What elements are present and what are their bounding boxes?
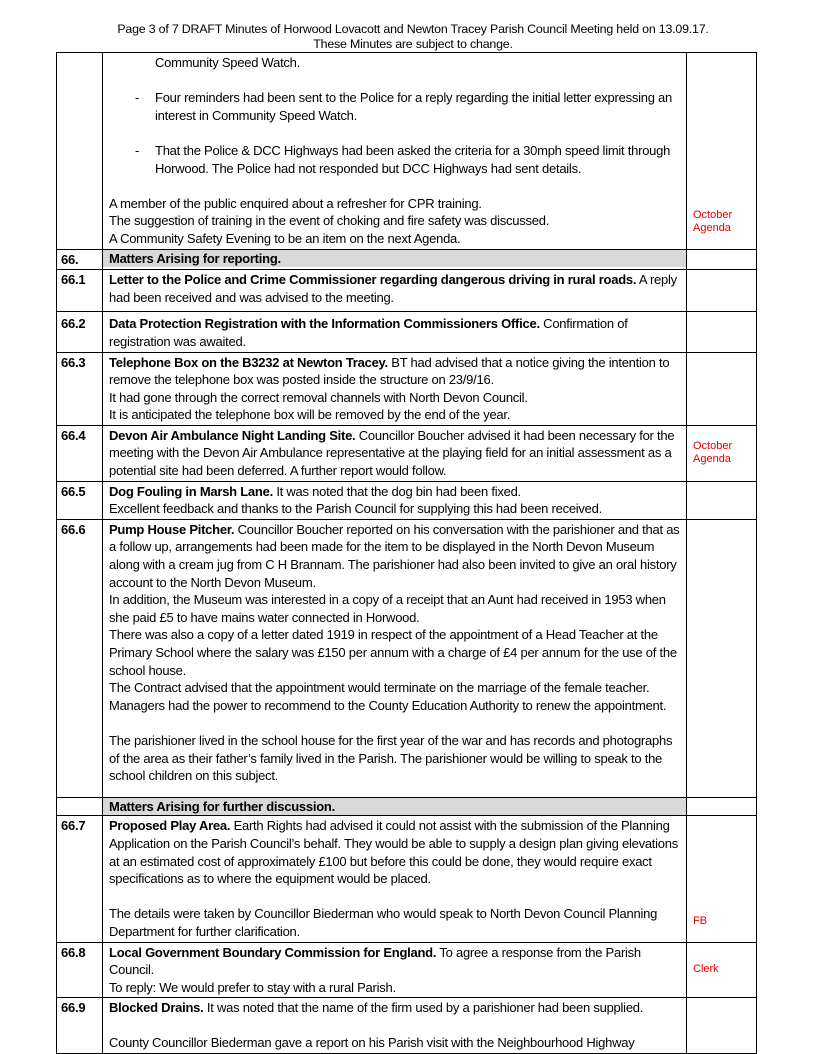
item-text: To agree a response from the Parish Council. [109,944,641,978]
item-title: Telephone Box on the B3232 at Newton Tracey. [109,354,388,370]
item-title: Local Government Boundary Commission for England. [109,944,437,960]
item-number: 66. [57,249,103,270]
item-content [103,797,687,816]
action-cell [687,797,757,816]
item-text: Councillor Boucher advised it had been necessary for the meeting with the Devon Air Ambulance representative at the playing field for an initial assessment as a potential site had been deferred. A further report would follow. [109,427,675,479]
action-cell [687,519,757,797]
page-header-line-1: Page 3 of 7 DRAFT Minutes of Horwood Lovacott and Newton Tracey Parish Council Meeting held on 13.09.17. [117,22,709,36]
table-row [57,942,757,998]
section-heading: Matters Arising for further discussion. [103,798,686,816]
item-title: Proposed Play Area. [109,818,231,834]
table-row [57,425,757,481]
item-content [103,942,687,998]
table-row [57,312,757,352]
action-cell [687,998,757,1054]
table-row [57,816,757,942]
list-item: - Four reminders had been sent to the Police for a reply regarding the initial letter expressing an interest in Community Speed Watch. [109,89,681,124]
action-cell [687,249,757,270]
continued-text: Community Speed Watch. [155,55,301,70]
section-heading: Matters Arising for reporting. [103,250,686,268]
item-number: 66.8 [57,942,103,998]
item-text: A reply had been received and was advised to the meeting. [109,272,677,305]
item-content [103,53,687,250]
paragraph: In addition, the Museum was interested in a copy of a receipt that an Aunt had received in 1953 when she paid £5 to have mains water connected in Horwood. [109,592,666,625]
item-content [103,270,687,312]
item-number: 66.5 [57,481,103,519]
action-cell [687,481,757,519]
item-number: 66.4 [57,425,103,481]
action-cell: FB [687,816,757,942]
item-title: Letter to the Police and Crime Commissioner regarding dangerous driving in rural roads. [109,272,637,288]
item-text: Confirmation of registration was awaited. [109,316,628,349]
list-item: - That the Police & DCC Highways had been asked the criteria for a 30mph speed limit through Horwood. The Police had not responded but DCC Highways had sent details. [109,142,681,177]
item-title: Devon Air Ambulance Night Landing Site. [109,427,356,443]
table-row [57,270,757,312]
item-number: 66.3 [57,352,103,425]
paragraph: Excellent feedback and thanks to the Parish Council for supplying this had been received. [109,501,603,517]
item-text: It was noted that the name of the firm used by a parishioner had been supplied. [203,1000,644,1016]
paragraph: To reply: We would prefer to stay with a rural Parish. [109,979,396,995]
item-text: Councillor Boucher reported on his conversation with the parishioner and that as a follow up, arrangements had been made for the item to be displayed in the North Devon Museum along with a cream jug from C H Brannam. The parishioner had also been invited to give an oral history account to the North Devon Museum. [109,521,680,590]
paragraph: A Community Safety Evening to be an item on the next Agenda. [109,230,461,246]
paragraph: The details were taken by Councillor Biederman who would speak to North Devon Council Planning Department for further clarification. [109,906,658,939]
item-text: BT had advised that a notice giving the intention to remove the telephone box was posted inside the structure on 23/9/16. [109,354,670,388]
table-row [57,352,757,425]
item-content [103,481,687,519]
paragraph: The Contract advised that the appointment would terminate on the marriage of the female teacher. Managers had the power to recommend to the County Education Authority to renew the appointment. [109,680,667,713]
table-row [57,519,757,797]
page-header-line-2: These Minutes are subject to change. [313,37,513,51]
bullet-list [109,89,681,177]
minutes-table [56,52,757,1054]
item-number: 66.1 [57,270,103,312]
paragraph: It had gone through the correct removal channels with North Devon Council. [109,389,528,405]
item-content [103,816,687,942]
action-cell: October Agenda [687,425,757,481]
item-text: It was noted that the dog bin had been fixed. [272,483,521,499]
item-number [57,53,103,250]
action-cell [687,312,757,352]
item-content [103,519,687,797]
item-number: 66.6 [57,519,103,797]
table-row [57,249,757,270]
action-cell: Clerk [687,942,757,998]
table-row [57,53,757,250]
action-cell [687,352,757,425]
item-text: Earth Rights had advised it could not assist with the submission of the Planning Application on the Parish Council’s behalf. They would be able to supply a design plan giving elevations at an estimated cost of approximately £100 but before this could be done, they would require exact specifications as to where the equipment would be placed. [109,818,679,887]
item-number: 66.9 [57,998,103,1054]
item-content [103,352,687,425]
item-content [103,998,687,1054]
item-number: 66.2 [57,312,103,352]
item-title: Pump House Pitcher. [109,521,235,537]
action-cell [687,270,757,312]
paragraph: It is anticipated the telephone box will be removed by the end of the year. [109,407,511,423]
item-content [103,312,687,352]
paragraph: A member of the public enquired about a refresher for CPR training. [109,195,482,211]
item-title: Data Protection Registration with the Information Commissioners Office. [109,316,540,332]
paragraph: The parishioner lived in the school house for the first year of the war and has records and photographs of the area as their father’s family lived in the Parish. The parishioner would be willing to speak to the school children on this subject. [109,732,673,784]
table-row [57,481,757,519]
paragraph: County Councillor Biederman gave a report on his Parish visit with the Neighbourhood Highway [109,1035,635,1051]
item-number [57,797,103,816]
table-row [57,797,757,816]
item-content [103,425,687,481]
table-row [57,998,757,1054]
item-title: Dog Fouling in Marsh Lane. [109,483,273,499]
item-title: Blocked Drains. [109,1000,204,1016]
item-number: 66.7 [57,816,103,942]
paragraph: The suggestion of training in the event of choking and fire safety was discussed. [109,213,550,229]
item-content [103,249,687,270]
action-cell: October Agenda [687,53,757,250]
paragraph: There was also a copy of a letter dated 1919 in respect of the appointment of a Head Teacher at the Primary School where the salary was £150 per annum with a charge of £4 per annum for the use of the school house. [109,627,677,678]
